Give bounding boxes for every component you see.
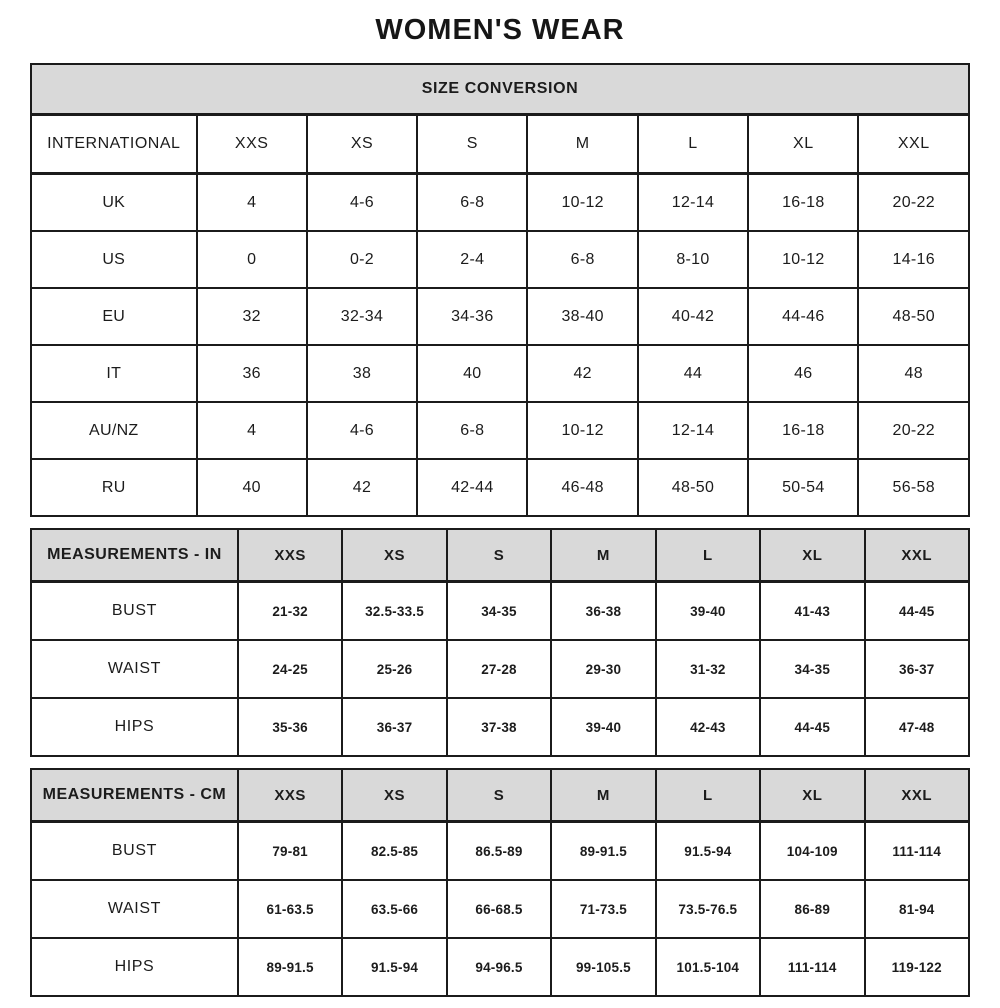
value-cell: 32.5-33.5 xyxy=(342,582,446,641)
size-column-header: M xyxy=(527,115,637,174)
page-title: WOMEN'S WEAR xyxy=(375,14,625,46)
value-cell: 44 xyxy=(638,345,748,402)
value-cell: 14-16 xyxy=(858,231,969,288)
value-cell: 86.5-89 xyxy=(447,822,551,881)
value-cell: 34-36 xyxy=(417,288,527,345)
value-cell: 89-91.5 xyxy=(551,822,655,881)
value-cell: 44-45 xyxy=(865,582,970,641)
value-cell: 4 xyxy=(197,174,307,232)
value-cell: 86-89 xyxy=(760,880,864,938)
value-cell: 20-22 xyxy=(858,402,969,459)
table-row xyxy=(31,582,969,641)
value-cell: 6-8 xyxy=(417,174,527,232)
row-label: IT xyxy=(31,345,197,402)
value-cell: 25-26 xyxy=(342,640,446,698)
value-cell: 12-14 xyxy=(638,174,748,232)
value-cell: 42-43 xyxy=(656,698,760,756)
band-header-row xyxy=(31,64,969,115)
value-cell: 46-48 xyxy=(527,459,637,516)
value-cell: 36-37 xyxy=(342,698,446,756)
column-header-row xyxy=(31,529,969,582)
value-cell: 20-22 xyxy=(858,174,969,232)
size-conversion-table xyxy=(30,63,970,517)
value-cell: 89-91.5 xyxy=(238,938,342,996)
size-column-header: XXS xyxy=(238,769,342,822)
value-cell: 32 xyxy=(197,288,307,345)
value-cell: 0 xyxy=(197,231,307,288)
value-cell: 2-4 xyxy=(417,231,527,288)
value-cell: 91.5-94 xyxy=(342,938,446,996)
value-cell: 40 xyxy=(417,345,527,402)
value-cell: 10-12 xyxy=(527,402,637,459)
value-cell: 4-6 xyxy=(307,402,417,459)
value-cell: 48-50 xyxy=(638,459,748,516)
value-cell: 29-30 xyxy=(551,640,655,698)
size-column-header: XL xyxy=(760,769,864,822)
table-row xyxy=(31,231,969,288)
value-cell: 39-40 xyxy=(656,582,760,641)
size-column-header: M xyxy=(551,769,655,822)
value-cell: 4 xyxy=(197,402,307,459)
value-cell: 41-43 xyxy=(760,582,864,641)
table-row xyxy=(31,459,969,516)
measurements-in-table xyxy=(30,528,970,757)
table-row xyxy=(31,938,969,996)
column-header-row xyxy=(31,769,969,822)
value-cell: 79-81 xyxy=(238,822,342,881)
value-cell: 0-2 xyxy=(307,231,417,288)
value-cell: 48 xyxy=(858,345,969,402)
row-label: US xyxy=(31,231,197,288)
value-cell: 35-36 xyxy=(238,698,342,756)
size-column-header: XL xyxy=(760,529,864,582)
value-cell: 94-96.5 xyxy=(447,938,551,996)
value-cell: 48-50 xyxy=(858,288,969,345)
value-cell: 10-12 xyxy=(527,174,637,232)
value-cell: 119-122 xyxy=(865,938,970,996)
row-label: UK xyxy=(31,174,197,232)
row-label: EU xyxy=(31,288,197,345)
value-cell: 73.5-76.5 xyxy=(656,880,760,938)
value-cell: 46 xyxy=(748,345,858,402)
table-row xyxy=(31,640,969,698)
size-column-header: XL xyxy=(748,115,858,174)
value-cell: 71-73.5 xyxy=(551,880,655,938)
value-cell: 16-18 xyxy=(748,402,858,459)
table-band-header: SIZE CONVERSION xyxy=(31,64,969,115)
value-cell: 21-32 xyxy=(238,582,342,641)
size-column-header: XXS xyxy=(238,529,342,582)
value-cell: 36 xyxy=(197,345,307,402)
value-cell: 40 xyxy=(197,459,307,516)
value-cell: 40-42 xyxy=(638,288,748,345)
value-cell: 42 xyxy=(307,459,417,516)
value-cell: 6-8 xyxy=(417,402,527,459)
size-column-header: S xyxy=(417,115,527,174)
value-cell: 36-37 xyxy=(865,640,970,698)
size-column-header: XXL xyxy=(865,529,970,582)
value-cell: 81-94 xyxy=(865,880,970,938)
row-label: HIPS xyxy=(31,698,238,756)
value-cell: 61-63.5 xyxy=(238,880,342,938)
value-cell: 16-18 xyxy=(748,174,858,232)
table-row xyxy=(31,822,969,881)
value-cell: 42-44 xyxy=(417,459,527,516)
value-cell: 44-46 xyxy=(748,288,858,345)
value-cell: 82.5-85 xyxy=(342,822,446,881)
size-column-header: L xyxy=(638,115,748,174)
size-column-header: L xyxy=(656,769,760,822)
size-column-header: S xyxy=(447,769,551,822)
row-label-column-header: INTERNATIONAL xyxy=(31,115,197,174)
value-cell: 101.5-104 xyxy=(656,938,760,996)
size-column-header: XS xyxy=(342,529,446,582)
value-cell: 37-38 xyxy=(447,698,551,756)
value-cell: 99-105.5 xyxy=(551,938,655,996)
row-label-column-header: MEASUREMENTS - CM xyxy=(31,769,238,822)
row-label: AU/NZ xyxy=(31,402,197,459)
value-cell: 34-35 xyxy=(760,640,864,698)
value-cell: 6-8 xyxy=(527,231,637,288)
value-cell: 24-25 xyxy=(238,640,342,698)
value-cell: 8-10 xyxy=(638,231,748,288)
value-cell: 50-54 xyxy=(748,459,858,516)
table-row xyxy=(31,345,969,402)
table-row xyxy=(31,698,969,756)
value-cell: 104-109 xyxy=(760,822,864,881)
row-label: RU xyxy=(31,459,197,516)
column-header-row xyxy=(31,115,969,174)
value-cell: 38-40 xyxy=(527,288,637,345)
value-cell: 44-45 xyxy=(760,698,864,756)
row-label: BUST xyxy=(31,822,238,881)
value-cell: 36-38 xyxy=(551,582,655,641)
table-row xyxy=(31,880,969,938)
value-cell: 91.5-94 xyxy=(656,822,760,881)
size-column-header: XXL xyxy=(858,115,969,174)
value-cell: 56-58 xyxy=(858,459,969,516)
value-cell: 38 xyxy=(307,345,417,402)
value-cell: 32-34 xyxy=(307,288,417,345)
value-cell: 10-12 xyxy=(748,231,858,288)
value-cell: 31-32 xyxy=(656,640,760,698)
size-column-header: XS xyxy=(307,115,417,174)
size-column-header: XXL xyxy=(865,769,970,822)
size-column-header: XXS xyxy=(197,115,307,174)
value-cell: 27-28 xyxy=(447,640,551,698)
size-column-header: S xyxy=(447,529,551,582)
size-column-header: XS xyxy=(342,769,446,822)
value-cell: 111-114 xyxy=(760,938,864,996)
size-column-header: M xyxy=(551,529,655,582)
table-row xyxy=(31,288,969,345)
table-row xyxy=(31,174,969,232)
value-cell: 12-14 xyxy=(638,402,748,459)
table-row xyxy=(31,402,969,459)
value-cell: 47-48 xyxy=(865,698,970,756)
value-cell: 34-35 xyxy=(447,582,551,641)
value-cell: 66-68.5 xyxy=(447,880,551,938)
row-label: WAIST xyxy=(31,640,238,698)
size-chart-page xyxy=(30,0,970,997)
value-cell: 39-40 xyxy=(551,698,655,756)
row-label: HIPS xyxy=(31,938,238,996)
row-label-column-header: MEASUREMENTS - IN xyxy=(31,529,238,582)
value-cell: 111-114 xyxy=(865,822,970,881)
row-label: BUST xyxy=(31,582,238,641)
row-label: WAIST xyxy=(31,880,238,938)
value-cell: 42 xyxy=(527,345,637,402)
measurements-cm-table xyxy=(30,768,970,997)
size-column-header: L xyxy=(656,529,760,582)
value-cell: 63.5-66 xyxy=(342,880,446,938)
value-cell: 4-6 xyxy=(307,174,417,232)
